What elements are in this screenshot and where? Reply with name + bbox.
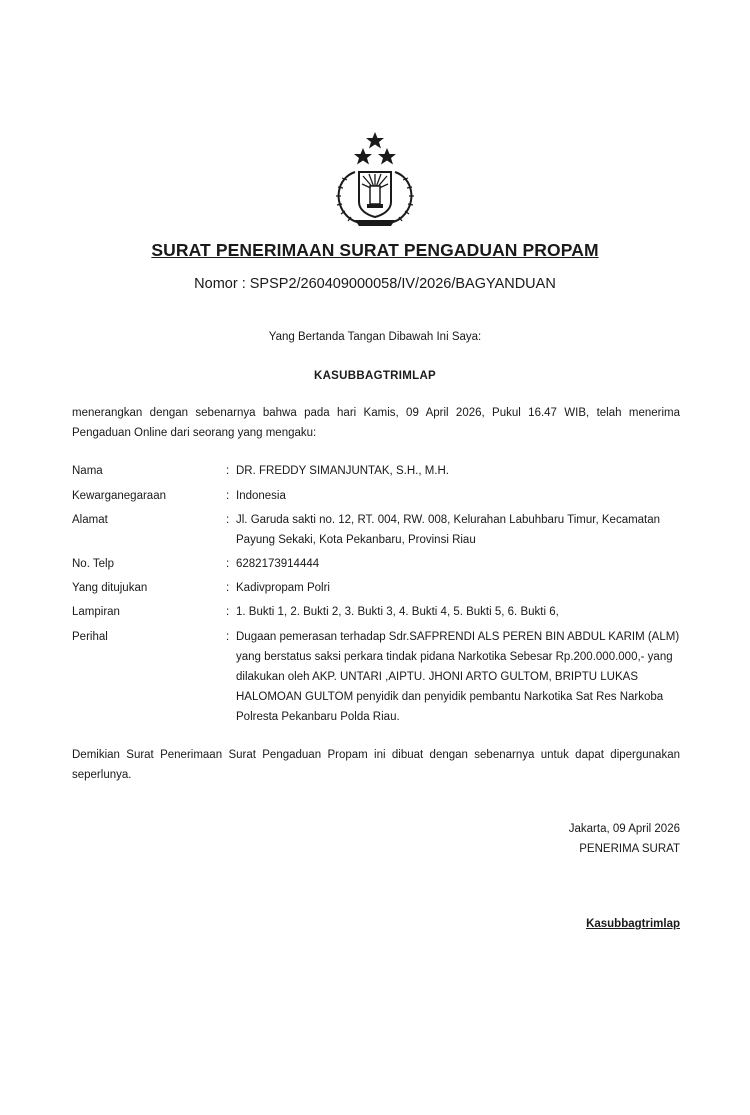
signature-role: PENERIMA SURAT [579,843,680,855]
field-label: No. Telp [72,558,114,570]
field-value: 1. Bukti 1, 2. Bukti 2, 3. Bukti 3, 4. Bukti 4, 5. Bukti 5, 6. Bukti 6, [236,606,559,618]
signer-title: KASUBBAGTRIMLAP [313,370,437,382]
field-label: Lampiran [72,606,120,618]
signature-name: Kasubbagtrimlap [586,918,680,930]
field-value: DR. FREDDY SIMANJUNTAK, S.H., M.H. [236,465,449,477]
star-icon [366,132,384,149]
field-label: Nama [72,465,103,477]
field-colon: : [226,490,230,502]
closing-paragraph: Demikian Surat Penerimaan Surat Pengaduan Propam ini dibuat dengan sebenarnya untuk dapat dipergunakan seperlunya. [72,749,680,781]
police-emblem-icon [325,130,425,230]
document-number: Nomor : SPSP2/260409000058/IV/2026/BAGYANDUAN [194,276,556,292]
field-colon: : [226,631,230,643]
field-value: Jl. Garuda sakti no. 12, RT. 004, RW. 008, Kelurahan Labuhbaru Timur, Kecamatan Payung Sekaki, Kota Pekanbaru, Provinsi Riau [236,514,661,546]
star-icon [378,148,396,165]
field-colon: : [226,514,230,526]
field-value: 6282173914444 [236,558,320,570]
signature-place-date: Jakarta, 09 April 2026 [568,823,680,835]
field-colon: : [226,606,230,618]
field-colon: : [226,582,230,594]
field-value: Kadivpropam Polri [236,582,330,594]
statement-paragraph: menerangkan dengan sebenarnya bahwa pada hari Kamis, 09 April 2026, Pukul 16.47 WIB, telah menerima Pengaduan Online dari seorang yang mengaku: [72,407,680,439]
field-colon: : [226,465,230,477]
field-colon: : [226,558,230,570]
document-title: SURAT PENERIMAAN SURAT PENGADUAN PROPAM [151,240,599,260]
star-icon [354,148,372,165]
field-label: Kewarganegaraan [72,490,166,502]
intro-text: Yang Bertanda Tangan Dibawah Ini Saya: [268,331,482,343]
field-value: Dugaan pemerasan terhadap Sdr.SAFPRENDI ALS PEREN BIN ABDUL KARIM (ALM) yang berstatus saksi perkara tindak pidana Narkotika Sebesar Rp.200.000.000,- yang dilakukan oleh AKP. UNTARI ,AIPTU. JHONI ARTO GULTOM, BRIPTU LUKAS HALOMOAN GULTOM penyidik dan penyidik pembantu Narkotika Sat Res Narkoba Polresta Pekanbaru Polda Riau. [236,631,680,723]
field-label: Alamat [72,514,108,526]
field-label: Yang ditujukan [72,582,148,594]
field-label: Perihal [72,631,108,643]
field-value: Indonesia [236,490,286,502]
